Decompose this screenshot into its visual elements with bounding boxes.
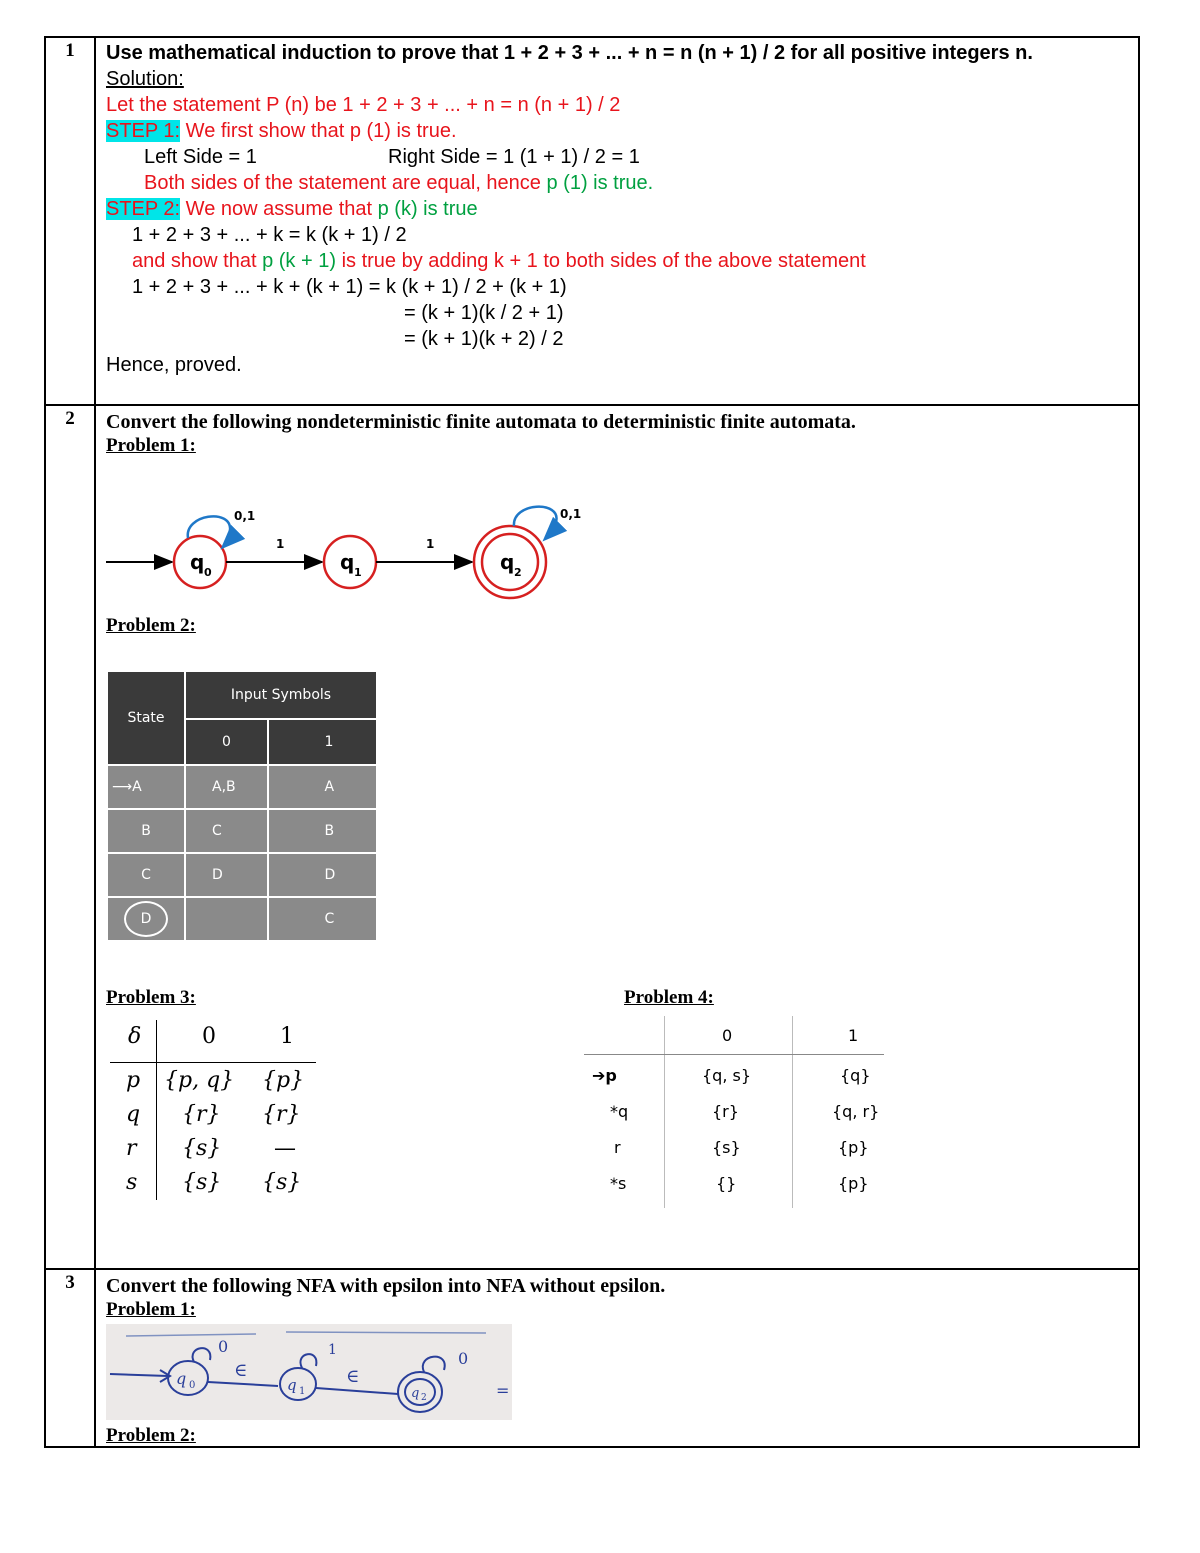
show-target: p (k + 1) [262, 250, 337, 272]
question-body [95, 405, 1139, 1269]
cell-0: C [186, 810, 269, 854]
loop-q0-label: 0 [218, 1337, 229, 1356]
cell-1: B [269, 810, 378, 854]
question-body [95, 1269, 1139, 1447]
question-row-2 [45, 405, 1139, 1269]
state-q2-sub: 2 [421, 1393, 427, 1403]
row-s-0: {s} [182, 1170, 222, 1195]
col-1-header: 1 [269, 720, 378, 766]
state-cell [108, 766, 186, 810]
col-1-header: 1 [848, 1026, 859, 1045]
problem-4-label: Problem 4: [624, 987, 714, 1008]
row-state-s: s [126, 1170, 138, 1195]
row-r-1: — [274, 1136, 296, 1161]
nfa-table-2 [108, 672, 378, 942]
step1-tag: STEP 1: [106, 120, 181, 142]
state-q2-label: q [500, 550, 515, 574]
state-rule [156, 1020, 157, 1200]
epsilon-nfa-diagram [106, 1324, 512, 1420]
state-q0-sub: 0 [204, 566, 212, 579]
state-q1-sub: 1 [299, 1386, 306, 1397]
col-rule-1 [664, 1016, 665, 1208]
question-row-1 [45, 37, 1139, 405]
question-number: 1 [45, 37, 95, 405]
state-q1-sub: 1 [354, 566, 362, 579]
epsilon-label-1: ∈ [234, 1360, 248, 1381]
step1-line [106, 118, 1128, 144]
both-sides-conclusion: p (1) is true. [546, 172, 654, 194]
table-row [108, 810, 378, 854]
col-0-header: 0 [722, 1026, 733, 1045]
loop-q1-label: 1 [328, 1342, 337, 1358]
row-q-0: {r} [182, 1102, 221, 1127]
question-table [44, 36, 1140, 1448]
state-label: A [132, 779, 142, 795]
nfa-table-4 [584, 1016, 894, 1216]
step2-assumption: p (k) is true [377, 198, 478, 220]
col-0-header: 0 [202, 1024, 216, 1049]
row-q-1: {r} [262, 1102, 301, 1127]
row-state-q: q [126, 1102, 141, 1127]
header-rule [584, 1054, 884, 1055]
row-s-1: {s} [262, 1170, 302, 1195]
col-1-header: 1 [280, 1024, 294, 1049]
loop-q2-label: 0,1 [560, 507, 582, 521]
row-p-0: {p, q} [164, 1068, 235, 1093]
left-side: Left Side = 1 [144, 146, 257, 168]
solution-label: Solution: [106, 68, 184, 90]
row-cell-1: {p} [838, 1174, 869, 1193]
epsilon-label-2: ∈ [346, 1366, 360, 1387]
row-state: r [614, 1138, 621, 1157]
row-cell-1: {p} [838, 1138, 869, 1157]
row-p-1: {p} [262, 1068, 305, 1093]
col-0-header: 0 [186, 720, 269, 766]
state-header: State [108, 672, 186, 766]
row-r-0: {s} [182, 1136, 222, 1161]
row-state-r: r [126, 1136, 137, 1161]
table-row [108, 898, 378, 942]
edge-q0-q1-label: 1 [276, 537, 285, 551]
question-title: Convert the following NFA with epsilon into NFA without epsilon. [106, 1275, 666, 1297]
nfa-table-3 [110, 1020, 330, 1210]
row-state: ➔p [592, 1066, 617, 1085]
state-q1-label: q [340, 550, 355, 574]
question-number: 3 [45, 1269, 95, 1447]
cell-0: D [186, 854, 269, 898]
statement-line: Let the statement P (n) be 1 + 2 + 3 + ... + n = n (n + 1) / 2 [106, 94, 621, 116]
question-number: 2 [45, 405, 95, 1269]
step1-text: We first show that p (1) is true. [180, 120, 457, 142]
state-q0-label: q [176, 1369, 187, 1388]
state-q2-sub: 2 [514, 566, 522, 579]
right-side: Right Side = 1 (1 + 1) / 2 = 1 [388, 146, 640, 168]
state-q0-sub: 0 [189, 1380, 196, 1391]
nfa-diagram-1 [104, 496, 582, 606]
both-sides-line [106, 170, 1128, 196]
cell-1: C [269, 898, 378, 942]
equation-1: 1 + 2 + 3 + ... + k + (k + 1) = k (k + 1) / 2 + (k + 1) [132, 276, 567, 298]
table-row [108, 854, 378, 898]
state-cell: C [108, 854, 186, 898]
step2-line [106, 196, 1128, 222]
problem-2-label: Problem 2: [106, 615, 196, 636]
state-q0-label: q [190, 550, 205, 574]
state-q1-label: q [287, 1376, 297, 1394]
problem-3-label: Problem 3: [106, 987, 196, 1008]
question-row-3 [45, 1269, 1139, 1447]
show-text-a: and show that [132, 250, 263, 272]
row-cell-0: {r} [712, 1102, 739, 1121]
row-cell-0: {} [716, 1174, 737, 1193]
row-state: *s [610, 1174, 627, 1193]
header-rule [110, 1062, 316, 1063]
equation-2: = (k + 1)(k / 2 + 1) [404, 302, 564, 324]
sides-line [106, 144, 1128, 170]
table-row [108, 766, 378, 810]
loop-q0-label: 0,1 [234, 509, 256, 523]
assume-equation: 1 + 2 + 3 + ... + k = k (k + 1) / 2 [132, 224, 407, 246]
row-cell-1: {q, r} [832, 1102, 880, 1121]
row-state: *q [610, 1102, 629, 1121]
cell-1: A [269, 766, 378, 810]
state-cell: B [108, 810, 186, 854]
question-title: Convert the following nondeterministic finite automata to deterministic finite automata. [106, 411, 856, 433]
trailing-mark: = [496, 1381, 510, 1400]
show-text-c: is true by adding k + 1 to both sides of the above statement [336, 250, 866, 272]
question-title: Use mathematical induction to prove that 1 + 2 + 3 + ... + n = n (n + 1) / 2 for all positive integers n. [106, 42, 1033, 64]
document-page [44, 36, 1140, 1448]
step2-tag: STEP 2: [106, 198, 181, 220]
step2-text: We now assume that [180, 198, 378, 220]
input-symbols-header: Input Symbols [186, 672, 378, 720]
equation-3: = (k + 1)(k + 2) / 2 [404, 328, 564, 350]
cell-0 [186, 898, 269, 942]
cell-0: A,B [186, 766, 269, 810]
both-sides-text: Both sides of the statement are equal, hence [144, 172, 547, 194]
delta-header: δ [128, 1024, 142, 1049]
show-line [106, 248, 1128, 274]
final-state-circle: D [124, 901, 168, 937]
row-cell-0: {s} [712, 1138, 741, 1157]
row-cell-0: {q, s} [702, 1066, 752, 1085]
loop-q2-label: 0 [458, 1349, 469, 1368]
problem-1-label: Problem 1: [106, 435, 196, 456]
state-cell [108, 898, 186, 942]
edge-q1-q2-label: 1 [426, 537, 435, 551]
state-q2-label: q [411, 1386, 420, 1401]
row-cell-1: {q} [840, 1066, 871, 1085]
cell-1: D [269, 854, 378, 898]
conclusion: Hence, proved. [106, 354, 242, 376]
start-arrow-icon: ⟶ [112, 779, 133, 795]
problem-1-label: Problem 1: [106, 1299, 196, 1320]
question-body [95, 37, 1139, 405]
col-rule-2 [792, 1016, 793, 1208]
row-state-p: p [126, 1068, 141, 1093]
problem-2-label: Problem 2: [106, 1425, 196, 1446]
